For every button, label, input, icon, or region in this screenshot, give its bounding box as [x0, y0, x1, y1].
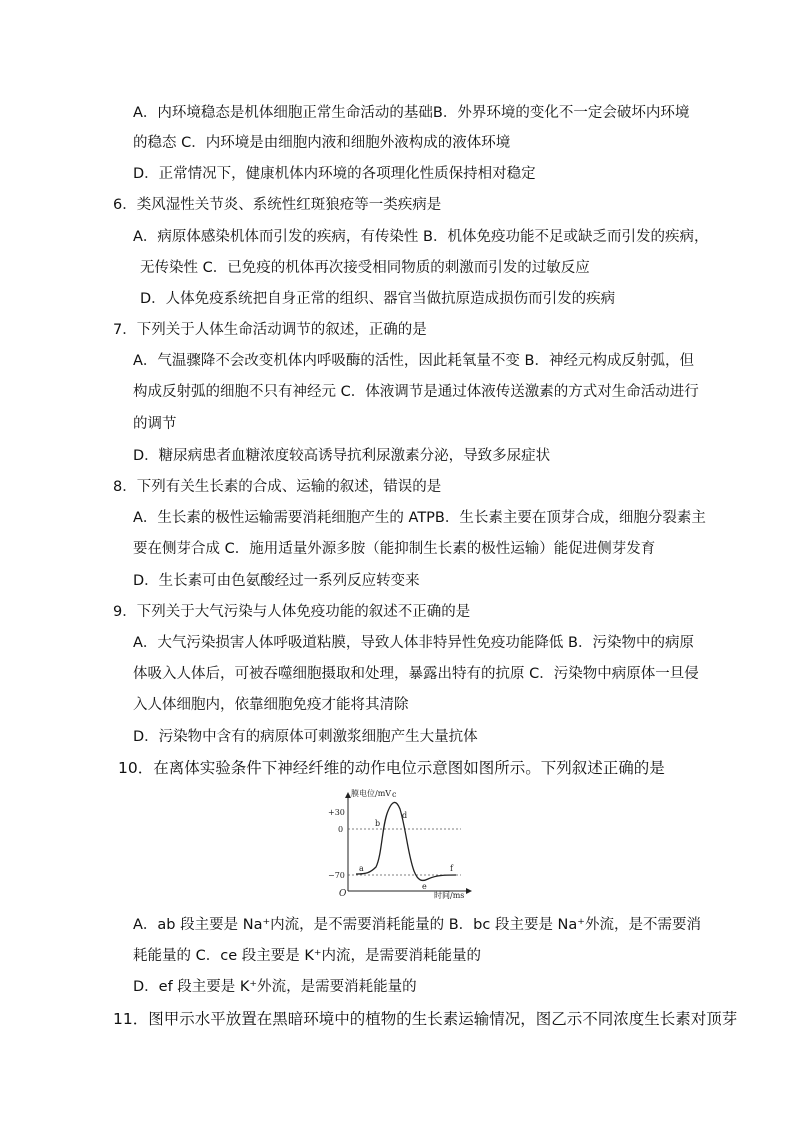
text-line: D．生长素可由色氨酸经过一系列反应转变来: [133, 573, 420, 589]
text-line: 耗能量的 C．ce 段主要是 K⁺内流，是需要消耗能量的: [133, 948, 482, 964]
point-label-f: f: [450, 864, 453, 873]
text-line: 无传染性 C．已免疫的机体再次接受相同物质的刺激而引发的过敏反应: [140, 260, 590, 276]
point-label-c: c: [392, 790, 397, 799]
text-line: A．生长素的极性运输需要消耗细胞产生的 ATPB．生长素主要在顶芽合成，细胞分裂素主: [133, 510, 706, 526]
text-line: 构成反射弧的细胞不只有神经元 C．体液调节是通过体液传送激素的方式对生命活动进行: [133, 384, 699, 400]
text-line: D．ef 段主要是 K⁺外流，是需要消耗能量的: [133, 979, 417, 995]
question-7-stem: 7．下列关于人体生命活动调节的叙述，正确的是: [113, 322, 427, 338]
point-label-e: e: [422, 882, 427, 891]
tick-label-bottom: −70: [328, 871, 345, 880]
question-10-stem: 10．在离体实验条件下神经纤维的动作电位示意图如图所示。下列叙述正确的是: [118, 759, 665, 777]
action-potential-figure: [326, 785, 476, 900]
question-9-stem: 9．下列关于大气污染与人体免疫功能的叙述不正确的是: [113, 604, 471, 620]
tick-label-top: +30: [328, 808, 345, 817]
origin-label: O: [339, 889, 347, 899]
text-line: D．人体免疫系统把自身正常的组织、器官当做抗原造成损伤而引发的疾病: [140, 291, 616, 307]
text-line: A．ab 段主要是 Na⁺内流，是不需要消耗能量的 B．bc 段主要是 Na⁺外流，是不需要消: [133, 917, 701, 933]
tick-label-zero: 0: [338, 825, 344, 834]
text-line: A．病原体感染机体而引发的疾病，有传染性 B．机体免疫功能不足或缺乏而引发的疾病，: [133, 229, 709, 245]
y-axis-label: 膜电位/mV: [351, 789, 392, 798]
point-label-b: b: [375, 819, 381, 828]
text-line: D．污染物中含有的病原体可刺激浆细胞产生大量抗体: [133, 729, 478, 745]
text-line: D．糖尿病患者血糖浓度较高诱导抗利尿激素分泌，导致多尿症状: [133, 448, 551, 464]
text-line: 入人体细胞内，依靠细胞免疫才能将其清除: [133, 697, 409, 713]
text-line: A．大气污染损害人体呼吸道粘膜，导致人体非特异性免疫功能降低 B．污染物中的病原: [133, 635, 694, 651]
text-line: 的稳态 C．内环境是由细胞内液和细胞外液构成的液体环境: [133, 135, 511, 151]
text-line: 体吸入人体后，可被吞噬细胞摄取和处理，暴露出特有的抗原 C．污染物中病原体一旦侵: [133, 666, 699, 682]
question-11-stem: 11．图甲示水平放置在黑暗环境中的植物的生长素运输情况，图乙示不同浓度生长素对顶芽: [113, 1010, 738, 1028]
x-axis-label: 时间/ms: [434, 891, 465, 900]
point-label-d: d: [402, 811, 408, 820]
text-line: D．正常情况下，健康机体内环境的各项理化性质保持相对稳定: [133, 166, 536, 182]
text-line: A．内环境稳态是机体细胞正常生命活动的基础B．外界环境的变化不一定会破坏内环境: [133, 105, 690, 121]
text-line: A．气温骤降不会改变机体内呼吸酶的活性，因此耗氧量不变 B．神经元构成反射弧，但: [133, 353, 694, 369]
text-line: 的调节: [133, 416, 177, 432]
question-6-stem: 6．类风湿性关节炎、系统性红斑狼疮等一类疾病是: [113, 197, 442, 213]
question-8-stem: 8．下列有关生长素的合成、运输的叙述，错误的是: [113, 479, 442, 495]
text-line: 要在侧芽合成 C．施用适量外源多胺（能抑制生长素的极性运输）能促进侧芽发育: [133, 541, 656, 557]
point-label-a: a: [359, 864, 364, 873]
